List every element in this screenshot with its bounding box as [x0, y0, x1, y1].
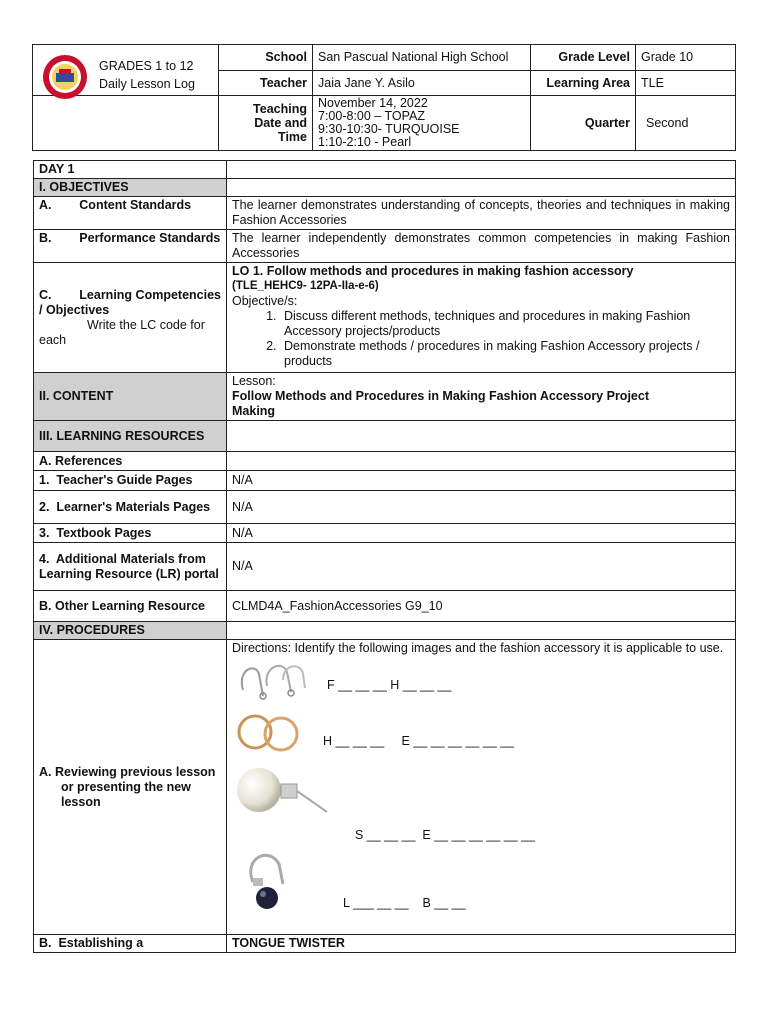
establishing-label: B. Establishing a	[34, 935, 227, 953]
teaching-label-line: Teaching	[253, 102, 307, 116]
competencies-label-cell	[34, 263, 227, 373]
teaching-label-line: Date and	[254, 116, 307, 130]
lever-back-earring-image	[239, 844, 299, 916]
teachers-guide-label: 1. Teacher's Guide Pages	[34, 471, 227, 491]
school-value: San Pascual National High School	[313, 45, 531, 71]
header-empty-cell	[33, 96, 219, 151]
other-resource-value: CLMD4A_FashionAccessories G9_10	[227, 591, 736, 622]
log-title: Daily Lesson Log	[99, 77, 195, 91]
lc-code-instruction: Write the LC code for each	[39, 317, 205, 347]
image-quiz	[227, 656, 735, 934]
deped-seal-logo	[41, 53, 89, 101]
other-resource-label: B. Other Learning Resource	[34, 591, 227, 622]
lo-title: LO 1. Follow methods and procedures in making fashion accessory	[232, 264, 634, 278]
learners-materials-value: N/A	[227, 491, 736, 524]
directions-text: Directions: Identify the following images and the fashion accessory it is applicable to use.	[232, 641, 724, 655]
blank-answer-3: S __ __ __ E __ __ __ __ __ __	[355, 828, 536, 842]
hoop-earring-image	[233, 710, 309, 756]
tongue-twister: TONGUE TWISTER	[227, 935, 736, 953]
content-standards-text: The learner demonstrates understanding of concepts, theories and techniques in making Fashion Accessories	[227, 197, 736, 230]
grade-level-value: Grade 10	[636, 45, 736, 71]
grade-level-label: Grade Level	[531, 45, 636, 71]
objectives-label: Objective/s:	[232, 294, 298, 308]
empty-cell	[227, 622, 736, 640]
lesson-label: Lesson:	[232, 374, 276, 388]
blank-answer-4: L ___ __ __ B __ __	[343, 896, 466, 910]
content-standards-label: A. Content Standards	[34, 197, 227, 230]
learning-area-value: TLE	[636, 71, 736, 96]
lc-code: (TLE_HEHC9- 12PA-IIa-e-6)	[232, 280, 379, 292]
objective-item: 1. Discuss different methods, techniques and procedures in making Fashion Accessory projects/products	[280, 309, 730, 339]
objectives-list	[232, 309, 730, 369]
time-slot: 1:10-2:10 - Pearl	[318, 135, 412, 149]
references-label: A. References	[34, 452, 227, 471]
learning-resources-heading: III. LEARNING RESOURCES	[34, 421, 227, 452]
empty-cell	[227, 179, 736, 197]
pearl-stud-image	[231, 762, 331, 820]
date-value: November 14, 2022	[318, 96, 428, 110]
blank-answer-1: F __ __ __ H __ __ __	[327, 678, 452, 692]
learning-area-label: Learning Area	[531, 71, 636, 96]
procedures-heading: IV. PROCEDURES	[34, 622, 227, 640]
content-cell	[227, 373, 736, 421]
review-label-cell	[34, 640, 227, 935]
quarter-value: Second	[636, 96, 736, 151]
teaching-date-value	[313, 96, 531, 151]
review-activity-cell	[227, 640, 736, 935]
time-slot: 9:30-10:30- TURQUOISE	[318, 122, 460, 136]
earring-hook-image	[233, 660, 307, 702]
empty-cell	[227, 161, 736, 179]
teacher-value: Jaia Jane Y. Asilo	[313, 71, 531, 96]
learners-materials-label: 2. Learner's Materials Pages	[34, 491, 227, 524]
grades-line: GRADES 1 to 12	[99, 59, 194, 73]
review-label: A. Reviewing previous lesson or presenting the new lesson	[39, 764, 216, 809]
teachers-guide-value: N/A	[227, 471, 736, 491]
quarter-label: Quarter	[531, 96, 636, 151]
additional-materials-value: N/A	[227, 543, 736, 591]
lesson-title: Follow Methods and Procedures in Making Fashion Accessory Project Making	[232, 389, 649, 418]
school-label: School	[219, 45, 313, 71]
objectives-heading: I. OBJECTIVES	[34, 179, 227, 197]
content-heading: II. CONTENT	[34, 373, 227, 421]
teacher-label: Teacher	[219, 71, 313, 96]
teaching-date-label	[219, 96, 313, 151]
competencies-label: C. Learning Competencies / Objectives	[39, 287, 225, 317]
empty-cell	[227, 421, 736, 452]
textbook-pages-label: 3. Textbook Pages	[34, 524, 227, 543]
header-title-block	[99, 57, 195, 93]
day-label: DAY 1	[34, 161, 227, 179]
header-table	[32, 44, 736, 151]
textbook-pages-value: N/A	[227, 524, 736, 543]
header-logo-cell	[33, 45, 219, 96]
empty-cell	[227, 452, 736, 471]
performance-standards-text: The learner independently demonstrates common competencies in making Fashion Accessories	[227, 230, 736, 263]
blank-answer-2: H __ __ __ E __ __ __ __ __ __	[323, 734, 515, 748]
lesson-log-table	[33, 160, 736, 953]
objective-item: 2. Demonstrate methods / procedures in making Fashion Accessory projects / products	[280, 339, 730, 369]
competencies-cell	[227, 263, 736, 373]
teaching-label-line: Time	[278, 130, 307, 144]
additional-materials-label: 4. Additional Materials from Learning Resource (LR) portal	[34, 543, 227, 591]
time-slot: 7:00-8:00 – TOPAZ	[318, 109, 426, 123]
performance-standards-label: B. Performance Standards	[34, 230, 227, 263]
